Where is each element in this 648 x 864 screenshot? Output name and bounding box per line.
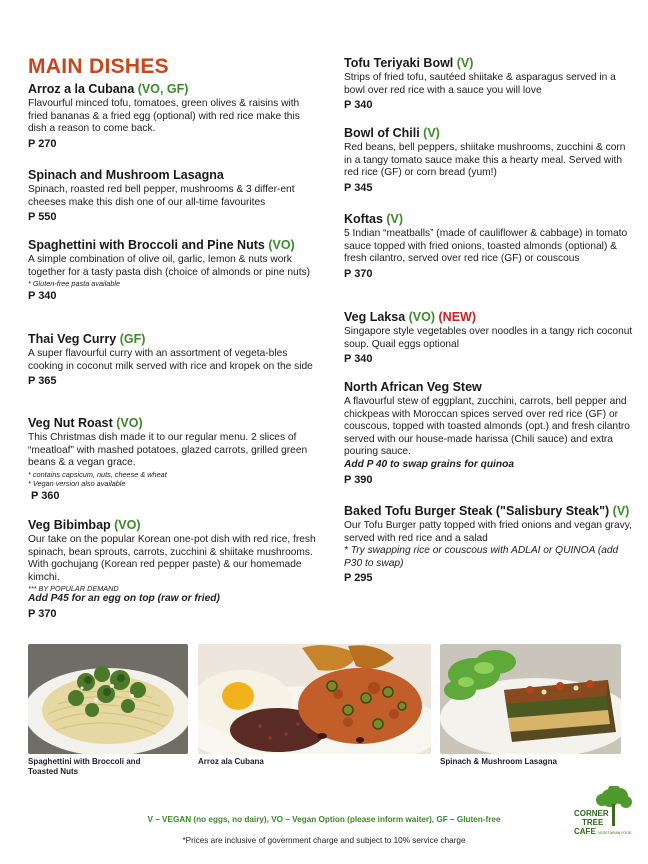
dish-price: P 340 [28, 290, 57, 303]
dish-name: North African Veg Stew [344, 380, 482, 394]
dish-description: A flavourful stew of eggplant, zucchini, carrots, bell pepper and chickpeas with Moroccan spices served over red rice (GF) or couscous, topped with toasted almonds (opt.) and fresh cilantro served with our house-made harissa (Chili sauce) and extra pouring sauce. [344, 396, 630, 458]
menu-item [344, 380, 636, 487]
menu-item [344, 212, 636, 281]
dish-description: Our Tofu Burger patty topped with fried onions and vegan gravy, served with red rice and a salad [344, 520, 632, 544]
menu-item [344, 310, 636, 366]
diet-tag: (V) [386, 212, 404, 226]
dish-addon: * Try swapping rice or couscous with ADLAI or QUINOA (add P30 to swap) [344, 545, 619, 569]
diet-tag: (VO) [268, 238, 295, 252]
dish-note: * Vegan version also available [28, 478, 126, 488]
menu-item [28, 82, 318, 151]
dish-note: * contains capsicum, nuts, cheese & wheat [28, 469, 167, 479]
dish-addon: Add P45 for an egg on top (raw or fried) [28, 593, 220, 605]
new-badge: (NEW) [438, 310, 477, 324]
dish-name: Veg Laksa [344, 310, 406, 324]
menu-item [344, 56, 636, 112]
photo-caption: Spinach & Mushroom Lasagna [440, 757, 557, 766]
menu-item [344, 126, 636, 195]
dish-price: P 345 [344, 181, 373, 194]
dish-note: * Gluten-free pasta available [28, 279, 121, 289]
dish-addon: Add P 40 to swap grains for quinoa [344, 458, 514, 470]
svg-text:VEGETARIAN FOOD: VEGETARIAN FOOD [598, 831, 632, 835]
dish-description: Spinach, roasted red bell pepper, mushrooms & 3 differ-ent cheeses make this dish one of our all-time favourites [28, 184, 295, 208]
dish-price: P 270 [28, 137, 57, 150]
dish-note: *** BY POPULAR DEMAND [28, 584, 119, 594]
dish-name: Spinach and Mushroom Lasagna [28, 168, 224, 182]
menu-item [28, 168, 318, 224]
dish-name: Thai Veg Curry [28, 332, 117, 346]
dish-price: P 360 [31, 489, 60, 502]
dish-name: Koftas [344, 212, 383, 226]
dish-name: Arroz a la Cubana [28, 82, 135, 96]
dish-description: Singapore style vegetables over noodles in a tangy rich coconut soup. Quail eggs optional [344, 326, 633, 350]
dish-price: P 340 [344, 353, 373, 366]
svg-text:TREE: TREE [582, 818, 604, 827]
diet-tag: (V) [612, 504, 630, 518]
diet-tag: (V) [423, 126, 440, 140]
menu-item [28, 416, 318, 503]
dish-description: A simple combination of olive oil, garlic, lemon & nuts work together for a tasty pasta dish (choice of almonds or pine nuts) [28, 254, 311, 278]
diet-legend: V – VEGAN (no eggs, no dairy), VO – Vegan Option (please inform waiter), GF – Gluten-free [147, 815, 501, 824]
diet-tag: (VO, GF) [137, 82, 189, 96]
svg-text:CAFE: CAFE [574, 827, 596, 836]
photo-caption: Arroz ala Cubana [198, 757, 264, 766]
arroz-cubana-photo [198, 644, 431, 754]
menu-item [28, 238, 318, 303]
lasagna-photo [440, 644, 621, 754]
dish-description: This Christmas dish made it to our regular menu. 2 slices of “meatloaf” with mashed potatoes, glazed carrots, grilled green beans & a vegan grace. [28, 432, 308, 469]
dish-price: P 370 [28, 607, 57, 620]
dish-price: P 550 [28, 211, 57, 224]
dish-name: Veg Nut Roast [28, 416, 113, 430]
spaghettini-photo [28, 644, 188, 754]
diet-tag: (VO) [116, 416, 143, 430]
dish-description: Strips of fried tofu, sautéed shiitake & asparagus served in a bowl over red rice with a sauce you will love [344, 72, 616, 96]
dish-description: Our take on the popular Korean one-pot dish with red rice, fresh spinach, bean sprouts, carrots, zucchini & shiitake mushrooms. With gochujang (Korean red pepper paste) & our homemade kimchi. [28, 534, 316, 583]
menu-item [28, 332, 318, 388]
dish-name: Bowl of Chili [344, 126, 420, 140]
photo-caption: Spaghettini with Broccoli and Toasted Nuts [28, 757, 141, 776]
dish-name: Veg Bibimbap [28, 518, 111, 532]
diet-tag: (VO) [408, 310, 436, 324]
dish-name: Tofu Teriyaki Bowl [344, 56, 454, 70]
dish-name: Spaghettini with Broccoli and Pine Nuts [28, 238, 265, 252]
dish-price: P 370 [344, 267, 373, 280]
dish-price: P 365 [28, 375, 57, 388]
dish-price: P 390 [344, 473, 373, 486]
corner-tree-cafe-logo [572, 786, 634, 846]
dish-description: Red beans, bell peppers, shiitake mushrooms, zucchini & corn in a tangy tomato sauce make this a hearty meal. Served with red rice (GF) or corn bread (yum!) [344, 142, 626, 179]
dish-price: P 340 [344, 99, 373, 112]
menu-item [28, 518, 318, 621]
menu-item [344, 504, 636, 585]
dish-name: Baked Tofu Burger Steak ("Salisbury Steak") [344, 504, 610, 518]
dish-price: P 295 [344, 572, 373, 585]
dish-description: 5 Indian “meatballs” (made of cauliflower & cabbage) in tomato sauce topped with fried onions, toasted almonds (optional) & fresh cilantro, served over red rice (GF) or couscous [344, 228, 628, 265]
dish-description: A super flavourful curry with an assortment of vegeta-bles cooking in coconut milk served with rice and kropek on the side [28, 348, 313, 372]
diet-tag: (VO) [114, 518, 141, 532]
diet-tag: (GF) [119, 332, 146, 346]
diet-tag: (V) [456, 56, 474, 70]
price-footnote: *Prices are inclusive of government charge and subject to 10% service charge [182, 836, 466, 845]
page-title: MAIN DISHES [28, 55, 169, 78]
svg-text:CORNER: CORNER [574, 809, 609, 818]
dish-description: Flavourful minced tofu, tomatoes, green olives & raisins with fried bananas & a fried egg (optional) with red rice make this dish a reason to come back. [28, 98, 300, 135]
